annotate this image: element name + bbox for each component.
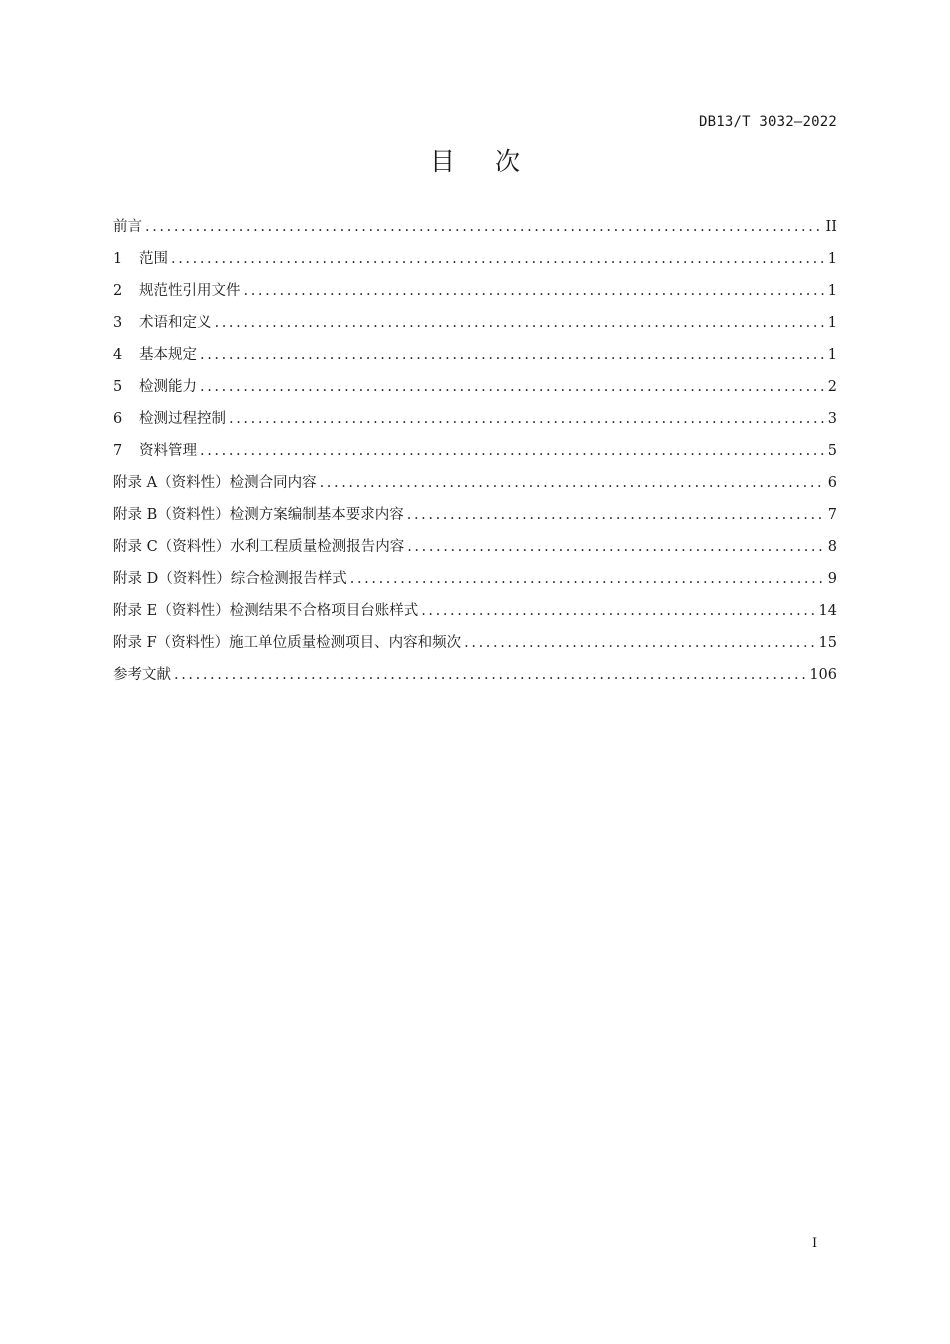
toc-entry-label: 术语和定义 [139,315,212,331]
toc-entry-number: 7 [113,443,123,459]
toc-leader-dots [215,307,825,339]
toc-entry-page: 3 [827,411,837,427]
toc-entry-page: II [825,219,837,235]
toc-entry-label: 范围 [139,251,168,267]
toc-entry-page: 14 [818,603,837,619]
toc-entry-page: 6 [827,475,837,491]
toc-entry-page: 7 [827,507,837,523]
toc-entry-label: 检测过程控制 [139,411,226,427]
toc-leader-dots [320,467,825,499]
toc-entry-label: 附录 F（资料性）施工单位质量检测项目、内容和频次 [113,635,462,651]
toc-entry-page: 9 [827,571,837,587]
toc-entry-label: 规范性引用文件 [139,283,241,299]
toc-entry-page: 2 [827,379,837,395]
table-of-contents [113,211,837,691]
toc-entry-number: 6 [113,411,123,427]
toc-entry-page: 1 [827,347,837,363]
toc-entry-page: 15 [818,635,837,651]
toc-entry-number: 2 [113,283,123,299]
toc-leader-dots [407,499,825,531]
toc-leader-dots [171,243,825,275]
page-title: 目次 [429,147,560,176]
toc-entry-foreword[interactable] [113,211,837,243]
toc-entry-label: 检测能力 [139,379,197,395]
toc-leader-dots [200,371,825,403]
toc-entry-appendix-f[interactable] [113,627,837,659]
toc-leader-dots [244,275,825,307]
toc-entry-records-management[interactable] [113,435,837,467]
toc-entry-page: 5 [827,443,837,459]
toc-entry-number: 4 [113,347,123,363]
toc-leader-dots [407,531,825,563]
standard-code: DB13/T 3032—2022 [698,114,837,130]
toc-entry-page: 1 [827,283,837,299]
toc-entry-label: 附录 B（资料性）检测方案编制基本要求内容 [113,507,404,523]
toc-leader-dots [145,211,823,243]
toc-leader-dots [200,435,825,467]
toc-entry-label: 基本规定 [139,347,197,363]
toc-entry-number: 5 [113,379,123,395]
toc-entry-label: 前言 [113,219,142,235]
toc-entry-number: 1 [113,251,123,267]
toc-entry-appendix-a[interactable] [113,467,837,499]
toc-entry-number: 3 [113,315,123,331]
toc-entry-testing-capability[interactable] [113,371,837,403]
toc-entry-basic-provisions[interactable] [113,339,837,371]
toc-entry-label: 资料管理 [139,443,197,459]
toc-entry-label: 附录 A（资料性）检测合同内容 [113,475,317,491]
toc-leader-dots [350,563,825,595]
toc-entry-label: 附录 C（资料性）水利工程质量检测报告内容 [113,539,405,555]
toc-entry-page: 8 [827,539,837,555]
toc-leader-dots [200,339,825,371]
toc-entry-appendix-d[interactable] [113,563,837,595]
toc-entry-label: 附录 D（资料性）综合检测报告样式 [113,571,347,587]
toc-leader-dots [229,403,825,435]
toc-entry-appendix-e[interactable] [113,595,837,627]
toc-entry-process-control[interactable] [113,403,837,435]
toc-entry-appendix-b[interactable] [113,499,837,531]
page-number: I [812,1236,818,1251]
toc-entry-terms[interactable] [113,307,837,339]
toc-entry-normative-references[interactable] [113,275,837,307]
toc-entry-label: 参考文献 [113,667,171,683]
toc-entry-page: 106 [809,667,837,683]
toc-entry-page: 1 [827,315,837,331]
toc-entry-scope[interactable] [113,243,837,275]
toc-leader-dots [421,595,815,627]
toc-leader-dots [174,659,806,691]
toc-entry-bibliography[interactable] [113,659,837,691]
toc-entry-page: 1 [827,251,837,267]
toc-entry-appendix-c[interactable] [113,531,837,563]
toc-entry-label: 附录 E（资料性）检测结果不合格项目台账样式 [113,603,419,619]
toc-leader-dots [464,627,815,659]
